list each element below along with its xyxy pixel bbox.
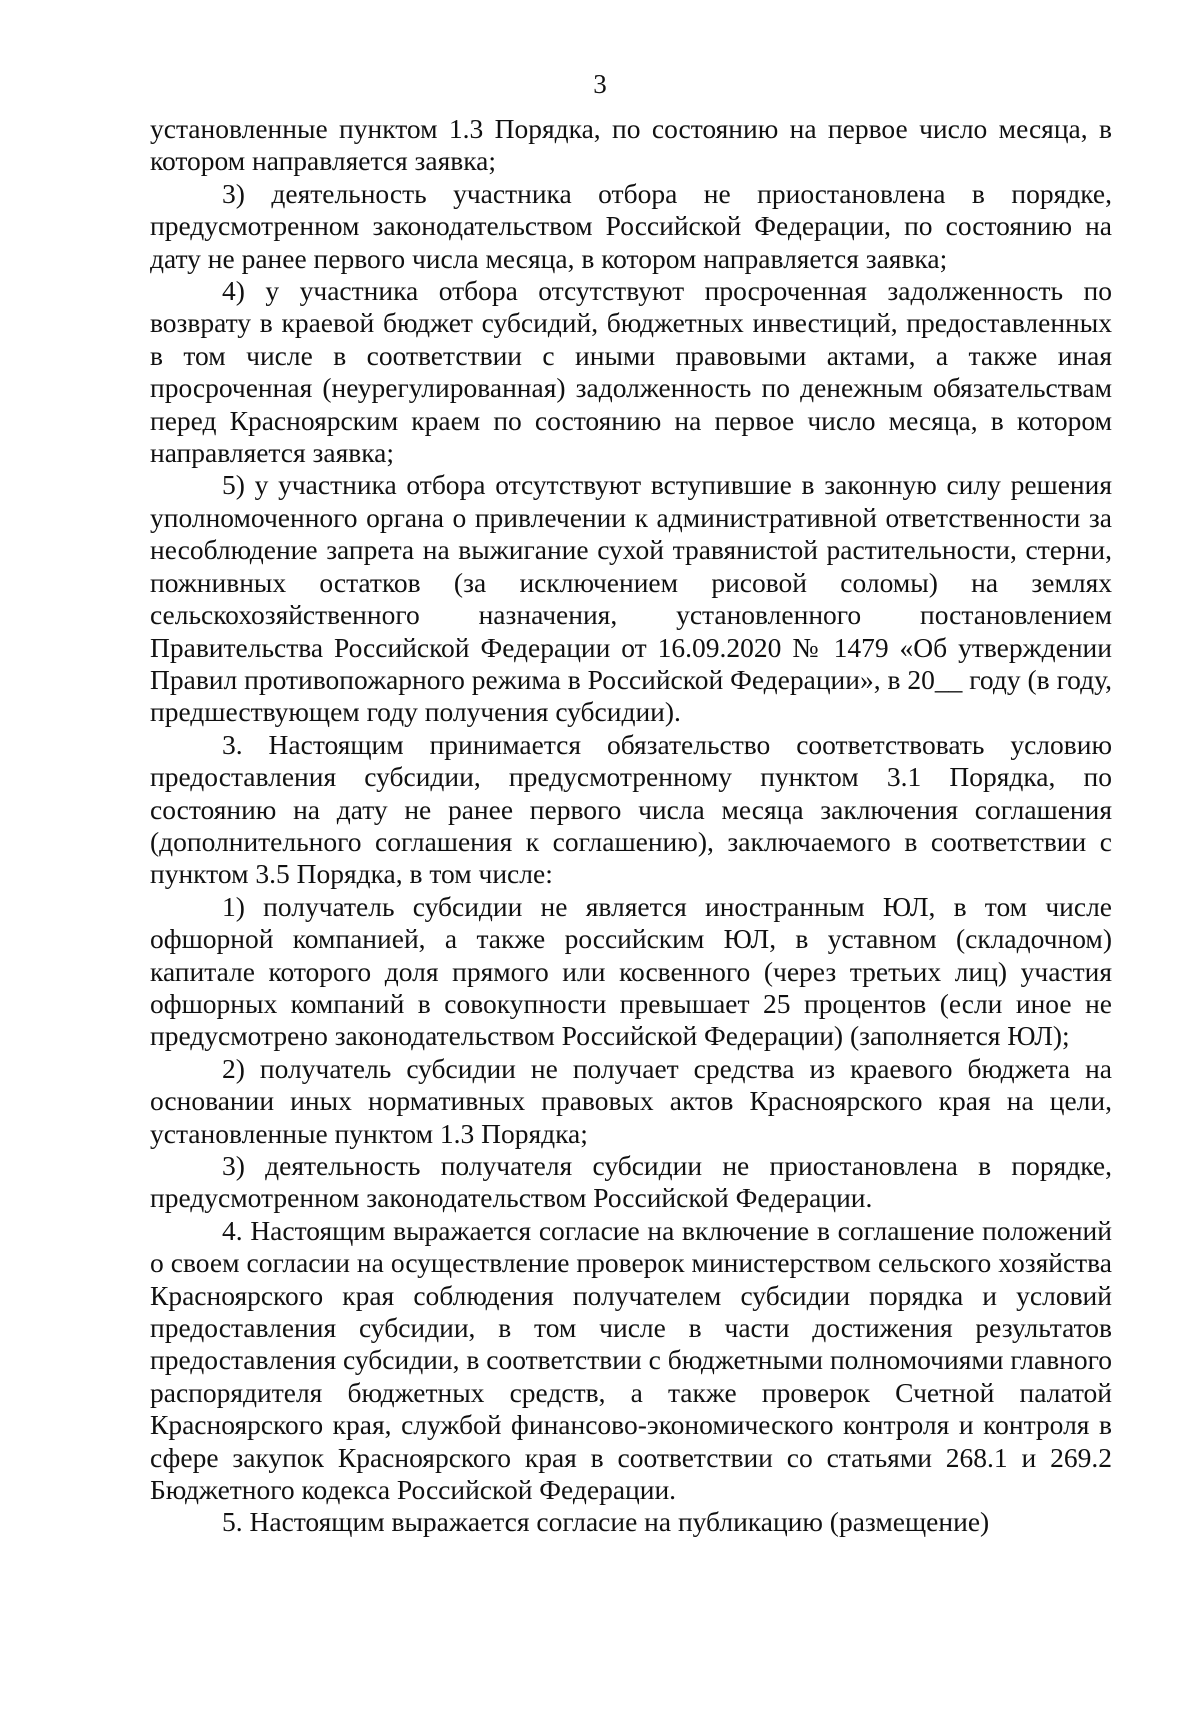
paragraph-section-3: 3. Настоящим принимается обязательство соответствовать условию предоставления субсидии, предусмотренному пунктом 3.1 Порядка, по состоянию на дату не ранее первого числа месяца заключения соглашения (дополнительного соглашения к соглашению), заключаемого в соответствии с пунктом 3.5 Порядка, в том числе: — [150, 728, 1112, 890]
paragraph-item-3-2: 2) получатель субсидии не получает средства из краевого бюджета на основании иных нормативных правовых актов Красноярского края на цели, установленные пунктом 1.3 Порядка; — [150, 1052, 1112, 1149]
paragraph-item-3-1: 1) получатель субсидии не является иностранным ЮЛ, в том числе офшорной компанией, а также российским ЮЛ, в уставном (складочном) капитале которого доля прямого или косвенного (через третьих лиц) участия офшорных компаний в совокупности превышает 25 процентов (если иное не предусмотрено законодательством Российской Федерации) (заполняется ЮЛ); — [150, 890, 1112, 1052]
paragraph-item-3-3: 3) деятельность получателя субсидии не приостановлена в порядке, предусмотренном законодательством Российской Федерации. — [150, 1150, 1112, 1214]
paragraph-item-2-4: 4) у участника отбора отсутствуют просроченная задолженность по возврату в краевой бюджет субсидий, бюджетных инвестиций, предоставленных в том числе в соответствии с иными правовыми актами, а также иная просроченная (неурегулированная) задолженность по денежным обязательствам перед Красноярским краем по состоянию на первое число месяца, в котором направляется заявка; — [150, 275, 1112, 469]
document-body — [150, 113, 1112, 1539]
paragraph-section-5: 5. Настоящим выражается согласие на публикацию (размещение) — [222, 1506, 990, 1538]
paragraph-continuation: установленные пунктом 1.3 Порядка, по состоянию на первое число месяца, в котором направляется заявка; — [150, 113, 1112, 177]
paragraph-item-2-5: 5) у участника отбора отсутствуют вступившие в законную силу решения уполномоченного органа о привлечении к административной ответственности за несоблюдение запрета на выжигание сухой травянистой растительности, стерни, пожнивных остатков (за исключением рисовой соломы) на землях сельскохозяйственного назначения, установленного постановлением Правительства Российской Федерации от 16.09.2020 № 1479 «Об утверждении Правил противопожарного режима в Российской Федерации», в 20__ году (в году, предшествующем году получения субсидии). — [150, 469, 1112, 728]
page-number: 3 — [593, 69, 607, 99]
paragraph-item-2-3: 3) деятельность участника отбора не приостановлена в порядке, предусмотренном законодательством Российской Федерации, по состоянию на дату не ранее первого числа месяца, в котором направляется заявка; — [150, 177, 1112, 274]
paragraph-section-4: 4. Настоящим выражается согласие на включение в соглашение положений о своем согласии на осуществление проверок министерством сельского хозяйства Красноярского края соблюдения получателем субсидии порядка и условий предоставления субсидии, в том числе в части достижения результатов предоставления субсидии, в соответствии с бюджетными полномочиями главного распорядителя бюджетных средств, а также проверок Счетной палатой Красноярского края, службой финансово-экономического контроля и контроля в сфере закупок Красноярского края в соответствии со статьями 268.1 и 269.2 Бюджетного кодекса Российской Федерации. — [150, 1214, 1112, 1506]
